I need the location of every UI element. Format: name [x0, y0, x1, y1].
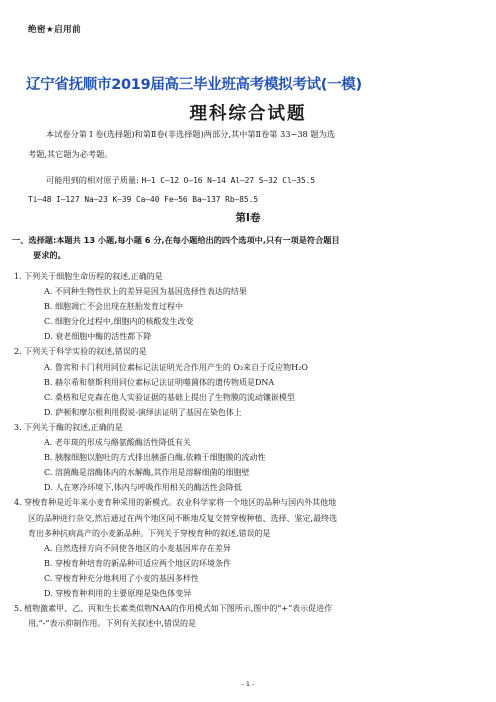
secret-mark: 绝密★启用前 [28, 25, 82, 35]
question-item [14, 495, 476, 601]
atomic-masses-label: 可能用到的相对原子质量: [46, 175, 139, 185]
answer-option: A. 自然选择方向不同使各地区的小麦基因库存在差异 [44, 543, 231, 553]
answer-option: A. 不同种生物性状上的差异是因为基因选择性表达的结果 [44, 287, 247, 297]
question-stem: 5. 植物激素甲、乙、丙和生长素类似物NAA的作用模式如下图所示,图中的“+”表示促进作 [14, 604, 333, 614]
answer-option: C. 溶菌酶是溶酶体内的水解酶,其作用是溶解细菌的细胞壁 [44, 468, 250, 478]
subject-title: 理科综合试题 [189, 104, 307, 124]
answer-option: C. 穿梭育种充分地利用了小麦的基因多样性 [44, 573, 199, 583]
answer-option: C. 桑格和尼克森在他人实验证据的基础上提出了生物膜的流动镶嵌模型 [44, 392, 295, 402]
atomic-masses [28, 173, 474, 188]
question-stem-continued: 用,“-”表示抑制作用。下列有关叙述中,错误的是 [28, 619, 196, 629]
atomic-masses-cont [28, 192, 474, 207]
answer-option: D. 萨顿和摩尔根利用假说-演绎法证明了基因在染色体上 [44, 407, 242, 417]
answer-option: D. 穿梭育种利用的主要原理是染色体变异 [44, 588, 192, 598]
atomic-masses-line-2: Ti—48 I—127 Na—23 K—39 Ca—40 Fe—56 Ba—137 Rb—85.5 [28, 195, 259, 204]
atomic-masses-line-1: H—1 C—12 O—16 N—14 Al—27 S—32 Cl—35.5 [141, 176, 316, 185]
page-number: - 1 - [241, 680, 255, 688]
question-stem: 2. 下列关于科学实验的叙述,错误的是 [14, 347, 147, 357]
intro-paragraph [28, 127, 474, 142]
answer-option: B. 赫尔希和蔡斯利用同位素标记法证明噬菌体的遗传物质是DNA [44, 377, 275, 387]
question-item [14, 269, 476, 344]
intro-paragraph-cont [28, 147, 474, 162]
question-item [14, 601, 476, 631]
part-title: 第Ⅰ卷 [235, 212, 261, 224]
answer-option: D. 人在寒冷环境下,体内与呼吸作用相关的酶活性会降低 [44, 483, 242, 493]
question-list [14, 269, 476, 631]
answer-option: C. 细胞分化过程中,细胞内的核酸发生改变 [44, 317, 194, 327]
answer-option: B. 细胞凋亡不会出现在胚胎发育过程中 [44, 302, 183, 312]
question-stem-continued: 育出多种抗病高产的小麦新品种。下列关于穿梭育种的叙述,错误的是 [28, 528, 271, 538]
question-stem: 1. 下列关于细胞生命历程的叙述,正确的是 [14, 272, 163, 281]
question-stem-continued: 区的品种进行杂交,然后通过在两个地区间不断地反复交替穿梭种植、选择、鉴定,最终选 [28, 513, 338, 523]
answer-option: D. 衰老细胞中酶的活性都下降 [44, 332, 152, 342]
section-heading-line-2: 要求的。 [33, 250, 66, 260]
intro-line-2: 考题,其它题为必考题。 [28, 149, 113, 159]
question-item [14, 420, 476, 495]
question-stem: 4. 穿梭育种是近年来小麦育种采用的新模式。农业科学家将一个地区的品种与国内外其他地 [14, 498, 337, 508]
intro-line-1: 本试卷分第 I 卷(选择题)和第Ⅱ卷(非选择题)两部分,其中第Ⅱ卷第 33~38 题为选 [46, 129, 335, 139]
question-item [14, 344, 476, 419]
answer-option: A. 老年斑的形成与酪氨酸酶活性降低有关 [44, 438, 191, 448]
answer-option: A. 鲁宾和卡门利用同位素标记法证明光合作用产生的 O₂来自于反应物H₂O [44, 362, 308, 372]
answer-option: B. 胰腺细胞以胞吐的方式排出胰蛋白酶,依赖于细胞膜的流动性 [44, 453, 266, 463]
section-heading [12, 233, 474, 263]
section-heading-line-1: 一、选择题:本题共 13 小题,每小题 6 分,在每小题给出的四个选项中,只有一项是符合题目 [12, 235, 340, 245]
answer-option: B. 穿梭育种培育的新品种可适应两个地区的环境条件 [44, 558, 231, 568]
question-stem: 3. 下列关于酶的叙述,正确的是 [14, 422, 123, 432]
exam-title: 辽宁省抚顺市2019届高三毕业班高考模拟考试(一模) [26, 77, 362, 93]
